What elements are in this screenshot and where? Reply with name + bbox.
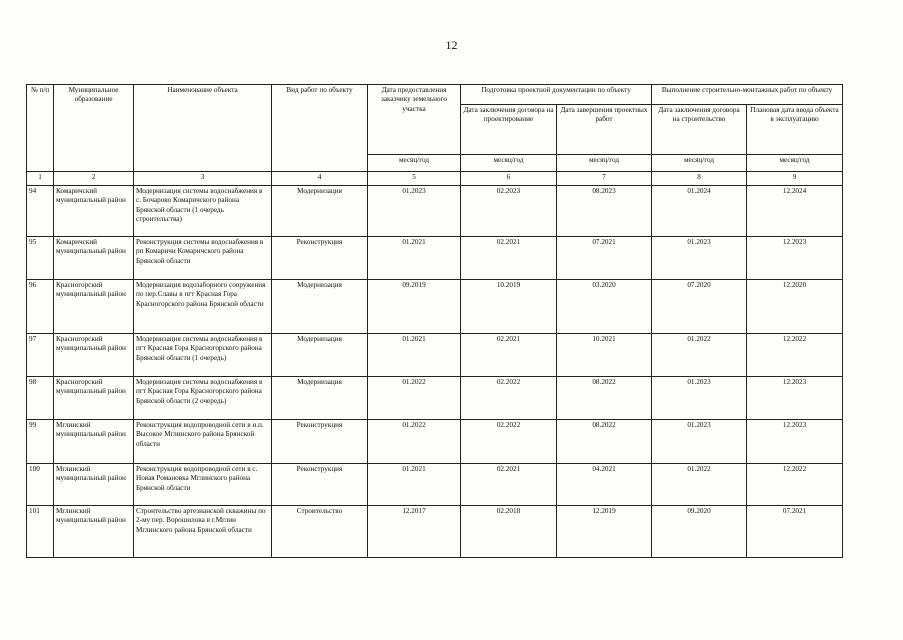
row-design-complete: 07.2021 [557, 237, 652, 280]
row-object: Модернизация системы водоснабжения в пгт Красная Гора Красногорского района Брянской области (2 очередь) [134, 377, 272, 420]
row-no: 99 [27, 420, 54, 464]
row-build-contract: 01.2023 [652, 377, 747, 420]
row-design-complete: 08.2022 [557, 377, 652, 420]
column-number: 5 [368, 172, 461, 186]
row-object: Строительство артезианской скважины по 2-му пер. Ворошилова в г.Мглин Мглинского района Брянской области [134, 506, 272, 558]
row-design-contract: 02.2022 [461, 420, 557, 464]
column-number: 3 [134, 172, 272, 186]
row-commission: 12.2023 [747, 420, 843, 464]
row-municipality: Комаричский муниципальный район [54, 237, 134, 280]
row-municipality: Красногорский муниципальный район [54, 334, 134, 377]
column-number-row [27, 172, 843, 186]
table-row [27, 237, 843, 280]
row-work-type: Строительство [272, 506, 368, 558]
row-build-contract: 01.2022 [652, 464, 747, 506]
unit-commission: месяц/год [747, 155, 843, 172]
row-design-contract: 02.2021 [461, 237, 557, 280]
row-municipality: Мглинский муниципальный район [54, 464, 134, 506]
row-work-type: Реконструкция [272, 420, 368, 464]
page-number: 12 [445, 38, 458, 52]
row-build-contract: 07.2020 [652, 280, 747, 334]
row-land-date: 01.2021 [368, 464, 461, 506]
row-commission: 12.2022 [747, 464, 843, 506]
row-build-contract: 09.2020 [652, 506, 747, 558]
row-land-date: 01.2023 [368, 186, 461, 237]
header-no: № п/п [27, 85, 54, 172]
row-build-contract: 01.2022 [652, 334, 747, 377]
column-number: 2 [54, 172, 134, 186]
header-group-design: Подготовка проектной документации по объекту [461, 85, 652, 105]
row-municipality: Мглинский муниципальный район [54, 420, 134, 464]
row-design-contract: 02.2021 [461, 464, 557, 506]
row-build-contract: 01.2023 [652, 237, 747, 280]
header-design-complete: Дата завершения проектных работ [557, 105, 652, 155]
row-design-complete: 12.2019 [557, 506, 652, 558]
header-design-contract: Дата заключения договора на проектирование [461, 105, 557, 155]
row-build-contract: 01.2023 [652, 420, 747, 464]
row-commission: 12.2023 [747, 237, 843, 280]
row-design-contract: 02.2023 [461, 186, 557, 237]
row-design-complete: 10.2021 [557, 334, 652, 377]
row-work-type: Реконструкция [272, 237, 368, 280]
row-design-contract: 02.2022 [461, 377, 557, 420]
header-group-construction: Выполнение строительно-монтажных работ по объекту [652, 85, 843, 105]
row-no: 94 [27, 186, 54, 237]
column-number: 1 [27, 172, 54, 186]
row-municipality: Мглинский муниципальный район [54, 506, 134, 558]
row-commission: 12.2024 [747, 186, 843, 237]
unit-land-date: месяц/год [368, 155, 461, 172]
row-municipality: Комаричский муниципальный район [54, 186, 134, 237]
row-no: 100 [27, 464, 54, 506]
header-commission: Плановая дата ввода объекта в эксплуатацию [747, 105, 843, 155]
row-no: 95 [27, 237, 54, 280]
row-municipality: Красногорский муниципальный район [54, 280, 134, 334]
row-design-contract: 10.2019 [461, 280, 557, 334]
unit-design-complete: месяц/год [557, 155, 652, 172]
table-row [27, 377, 843, 420]
header-build-contract: Дата заключения договора на строительство [652, 105, 747, 155]
header-municipality: Муниципальное образование [54, 85, 134, 172]
row-no: 96 [27, 280, 54, 334]
row-object: Модернизация водозаборного сооружения по пер.Славы в пгт Красная Гора Красногорского района Брянской области [134, 280, 272, 334]
table-row [27, 506, 843, 558]
column-number: 4 [272, 172, 368, 186]
unit-design-contract: месяц/год [461, 155, 557, 172]
row-work-type: Модернизация [272, 280, 368, 334]
row-work-type: Модернизация [272, 186, 368, 237]
row-object: Модернизация системы водоснабжения в пгт Красная Гора Красногорского района Брянской области (1 очередь) [134, 334, 272, 377]
row-municipality: Красногорский муниципальный район [54, 377, 134, 420]
row-commission: 12.2020 [747, 280, 843, 334]
row-design-complete: 03.2020 [557, 280, 652, 334]
row-commission: 12.2023 [747, 377, 843, 420]
row-commission: 12.2022 [747, 334, 843, 377]
row-land-date: 09.2019 [368, 280, 461, 334]
row-design-contract: 02.2018 [461, 506, 557, 558]
unit-build-contract: месяц/год [652, 155, 747, 172]
row-land-date: 01.2021 [368, 237, 461, 280]
header-land-date: Дата предоставления заказчику земельного участка [368, 85, 461, 155]
column-number: 9 [747, 172, 843, 186]
header-work-type: Вид работ по объекту [272, 85, 368, 172]
row-build-contract: 01.2024 [652, 186, 747, 237]
row-no: 98 [27, 377, 54, 420]
table-row [27, 186, 843, 237]
row-land-date: 01.2021 [368, 334, 461, 377]
row-object: Реконструкция водопроводной сети в н.п. Высокое Мглинского района Брянской области [134, 420, 272, 464]
table-row [27, 280, 843, 334]
row-object: Реконструкция водопроводной сети в с. Новая Романовка Мглинского района Брянской области [134, 464, 272, 506]
row-design-contract: 02.2021 [461, 334, 557, 377]
row-design-complete: 04.2021 [557, 464, 652, 506]
row-land-date: 01.2022 [368, 420, 461, 464]
column-number: 6 [461, 172, 557, 186]
table-row [27, 464, 843, 506]
column-number: 7 [557, 172, 652, 186]
row-design-complete: 08.2023 [557, 186, 652, 237]
infrastructure-register-table [26, 84, 843, 558]
row-no: 101 [27, 506, 54, 558]
row-design-complete: 08.2022 [557, 420, 652, 464]
row-work-type: Модернизация [272, 377, 368, 420]
column-number: 8 [652, 172, 747, 186]
row-object: Модернизация системы водоснабжения в с. Бочарово Комаричского района Брянской области (1 очередь строительства) [134, 186, 272, 237]
row-work-type: Реконструкция [272, 464, 368, 506]
row-no: 97 [27, 334, 54, 377]
row-land-date: 01.2022 [368, 377, 461, 420]
table-row [27, 334, 843, 377]
table-row [27, 420, 843, 464]
header-object: Наименование объекта [134, 85, 272, 172]
row-commission: 07.2021 [747, 506, 843, 558]
row-land-date: 12.2017 [368, 506, 461, 558]
row-object: Реконструкция системы водоснабжения в рп Комаричи Комаричского района Брянской области [134, 237, 272, 280]
row-work-type: Модернизация [272, 334, 368, 377]
